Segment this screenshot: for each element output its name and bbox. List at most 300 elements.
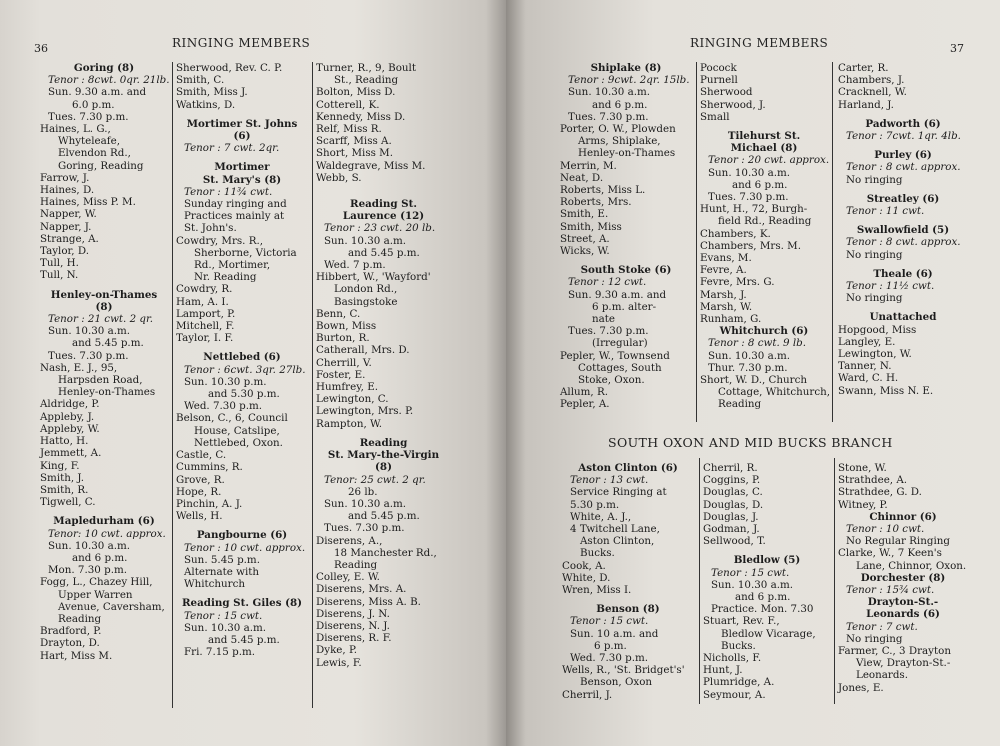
tower-heading: Mortimer — [214, 161, 270, 174]
member-name: Swann, Miss N. E. — [838, 384, 934, 397]
member-name: Aldridge, P. — [40, 398, 100, 411]
member-name: Castle, C. — [176, 449, 227, 462]
tenor-line: Tenor : 8cwt. 0qr. 21lb. — [48, 74, 170, 87]
spacer — [838, 217, 968, 224]
tenor-line: Tenor : 12 cwt. — [568, 276, 647, 289]
member-name: Cowdry, R. — [176, 283, 233, 296]
time-continuation: 6 p.m. alter- — [592, 300, 657, 313]
member-name: Lewis, F. — [316, 656, 362, 669]
branch-column-3 — [838, 462, 968, 694]
address-line: Nettlebed, Oxon. — [194, 436, 283, 449]
address-line: Harpsden Road, — [58, 374, 143, 387]
time-continuation: and 6 p.m. — [72, 551, 128, 564]
column-2 — [176, 62, 308, 658]
member-name: Cherril, R. — [703, 462, 758, 474]
member-name: Smith, R. — [40, 483, 89, 496]
tower-heading: Swallowfield (5) — [856, 224, 950, 237]
spacer — [176, 344, 308, 351]
member-name: Witney, P. — [838, 498, 888, 511]
member-name: Harland, J. — [838, 98, 894, 111]
member-name: Haines, Miss P. M. — [40, 196, 136, 209]
time-continuation: and 5.45 p.m. — [348, 510, 420, 523]
tower-heading: Henley-on-Thames — [50, 288, 158, 301]
branch-column-2 — [703, 462, 831, 701]
service-detail: Sun. 10.30 a.m. — [708, 166, 791, 179]
member-name: Pocock — [700, 62, 737, 74]
tenor-line: Tenor : 20 cwt. approx. — [708, 154, 830, 167]
member-name: Appleby, W. — [40, 422, 100, 435]
tenor-line: Tenor : 15 cwt. — [570, 615, 649, 628]
member-name: Allum, R. — [560, 386, 608, 399]
address-line: House, Catslipe, — [194, 424, 280, 437]
time-continuation: and 6 p.m. — [592, 98, 648, 111]
tower-heading: Pangbourne (6) — [196, 529, 288, 542]
member-name: Runham, G. — [700, 313, 762, 326]
tower-heading: Leonards (6) — [866, 608, 940, 621]
tower-heading: St. Mary-the-Virgin — [327, 449, 440, 462]
member-name: Belson, C., 6, Council — [176, 412, 288, 425]
spacer — [316, 184, 451, 191]
member-name: Douglas, C. — [703, 486, 763, 499]
column-rule — [834, 458, 835, 704]
member-name: Lewington, W. — [838, 348, 912, 361]
address-line: Reading — [58, 612, 102, 625]
address-line: Henley-on-Thames — [578, 147, 676, 160]
member-name: Rampton, W. — [316, 417, 383, 430]
service-detail: Sun. 10.30 a.m. — [711, 578, 794, 591]
member-name: Benn, C. — [316, 307, 361, 320]
column-3 — [838, 62, 968, 397]
tenor-line: Tenor : 10 cwt. — [846, 523, 925, 536]
service-detail: Wed. 7.30 p.m. — [184, 400, 263, 413]
tenor-line: Tenor: 10 cwt. approx. — [48, 527, 166, 540]
member-name: Tigwell, C. — [40, 496, 96, 509]
address-line: View, Drayton-St.- — [856, 657, 951, 670]
column-rule — [172, 62, 173, 708]
time-continuation: and 6 p.m. — [732, 178, 788, 191]
member-name: Pepler, W., Townsend — [560, 349, 670, 362]
tower-heading: Tilehurst St. — [727, 130, 801, 143]
service-detail: Alternate with — [184, 565, 260, 578]
member-name: Roberts, Mrs. — [560, 196, 632, 209]
service-detail: No ringing — [846, 173, 903, 186]
spacer — [838, 261, 968, 268]
member-name: Wicks, W. — [560, 245, 610, 258]
address-line: London Rd., — [334, 283, 398, 296]
member-name: Wells, R., 'St. Bridget's' — [562, 664, 685, 677]
tenor-line: Tenor : 7 cwt. — [846, 620, 918, 633]
member-name: Lewington, C. — [316, 393, 389, 406]
address-line: Henley-on-Thames — [58, 386, 156, 399]
service-detail: White, A. J., — [570, 510, 632, 523]
member-name: Sherwood, J. — [700, 98, 766, 111]
tower-heading: Laurence (12) — [342, 210, 425, 223]
address-line: Reading — [718, 398, 762, 411]
service-detail: Tues. 7.30 p.m. — [48, 110, 129, 123]
tower-heading: Shiplake (8) — [590, 62, 662, 74]
member-name: Chambers, Mrs. M. — [700, 239, 801, 252]
address-line: Elvendon Rd., — [58, 147, 131, 160]
tenor-line: Tenor : 11 cwt. — [846, 205, 925, 218]
member-name: Sherwood, Rev. C. P. — [176, 62, 283, 74]
column-2 — [700, 62, 828, 411]
member-name: Foster, E. — [316, 368, 366, 381]
spacer — [838, 304, 968, 311]
tower-heading: (6) — [233, 130, 251, 143]
member-name: Napper, J. — [40, 220, 92, 233]
member-name: Pepler, A. — [560, 398, 610, 411]
member-name: Diserens, Miss A. B. — [316, 595, 421, 608]
service-detail: Wed. 7.30 p.m. — [570, 652, 649, 665]
spacer — [40, 508, 168, 515]
member-name: Catherall, Mrs. D. — [316, 344, 410, 357]
service-detail: Sun. 10 a.m. and — [570, 627, 659, 640]
tenor-line: Tenor : 7cwt. 1qr. 4lb. — [846, 130, 961, 143]
time-continuation: and 5.45 p.m. — [72, 337, 144, 350]
member-name: Short, Miss M. — [316, 147, 393, 160]
address-line: Avenue, Caversham, — [58, 600, 165, 613]
member-name: Chambers, J. — [838, 74, 905, 87]
tower-heading: Drayton-St.- — [867, 596, 939, 609]
service-detail: Tues. 7.30 p.m. — [568, 325, 649, 338]
tower-heading: Goring (8) — [73, 62, 135, 74]
spacer — [562, 596, 694, 603]
service-detail: Thur. 7.30 p.m. — [708, 361, 788, 374]
member-name: Jemmett, A. — [40, 447, 102, 460]
member-name: Ward, C. H. — [838, 372, 899, 385]
member-name: Roberts, Miss L. — [560, 184, 646, 197]
address-line: Bucks. — [580, 547, 615, 560]
time-continuation: and 5.45 p.m. — [348, 246, 420, 259]
member-name: Marsh, J. — [700, 288, 747, 301]
tenor-line: Tenor : 9cwt. 2qr. 15lb. — [568, 74, 690, 87]
member-name: Diserens, A., — [316, 534, 383, 547]
tower-heading: Streatley (6) — [866, 192, 940, 205]
member-name: Purnell — [700, 74, 738, 87]
time-continuation: 6 p.m. — [594, 639, 627, 652]
member-name: Bradford, P. — [40, 625, 102, 638]
tower-heading: Mortimer St. Johns — [186, 117, 298, 130]
member-name: Sellwood, T. — [703, 535, 766, 548]
member-name: Napper, W. — [40, 208, 97, 221]
member-name: Chambers, K. — [700, 227, 771, 240]
member-name: Strange, A. — [40, 232, 99, 245]
member-name: Fogg, L., Chazey Hill, — [40, 576, 153, 589]
member-name: Smith, Miss J. — [176, 86, 248, 99]
member-name: Diserens, Mrs. A. — [316, 583, 407, 596]
tenor-line: Tenor : 8 cwt. 9 lb. — [708, 337, 807, 350]
member-name: King, F. — [40, 459, 80, 472]
service-detail: Sun. 10.30 a.m. — [708, 349, 791, 362]
time-continuation: and 6 p.m. — [735, 591, 791, 604]
service-detail: Sun. 10.30 p.m. — [184, 375, 267, 388]
right-page — [506, 0, 1000, 746]
member-name: Hibbert, W., 'Wayford' — [316, 271, 431, 284]
tenor-line: Tenor : 11¾ cwt. — [184, 185, 273, 198]
member-name: Mitchell, F. — [176, 320, 235, 333]
tenor-line: Tenor : 15 cwt. — [184, 609, 263, 622]
column-1 — [560, 62, 692, 411]
tenor-line: Tenor : 15¾ cwt. — [846, 584, 935, 597]
member-name: Plumridge, A. — [703, 676, 775, 689]
member-name: Smith, E. — [560, 208, 609, 221]
tenor-line: Tenor : 23 cwt. 20 lb. — [324, 222, 436, 235]
address-line: Rd., Mortimer, — [194, 259, 271, 272]
service-detail: Sun. 10.30 a.m. — [568, 86, 651, 99]
tenor-line: Tenor : 13 cwt. — [570, 474, 649, 487]
member-name: Diserens, N. J. — [316, 619, 390, 632]
member-name: Diserens, R. F. — [316, 632, 392, 645]
member-name: Lewington, Mrs. P. — [316, 405, 414, 418]
column-rule — [696, 62, 697, 422]
member-name: Cherrill, V. — [316, 356, 372, 369]
member-name: Street, A. — [560, 232, 610, 245]
service-detail: No ringing — [846, 292, 903, 305]
member-name: Langley, E. — [838, 335, 896, 348]
tower-heading: Aston Clinton (6) — [578, 462, 678, 474]
member-name: Humfrey, E. — [316, 381, 378, 394]
member-name: Wells, H. — [176, 510, 223, 523]
member-name: Tanner, N. — [838, 360, 892, 373]
spacer — [838, 186, 968, 193]
member-name: Fevre, A. — [700, 264, 747, 277]
member-name: Cook, A. — [562, 559, 606, 572]
tower-heading: Reading St. Giles (8) — [182, 597, 302, 610]
spacer — [176, 154, 308, 161]
tower-heading: (8) — [95, 300, 113, 313]
member-name: Drayton, D. — [40, 637, 100, 650]
service-detail: Service Ringing at — [570, 486, 667, 499]
service-detail: Sun. 10.30 a.m. — [324, 497, 407, 510]
tower-heading: St. Mary's (8) — [202, 173, 282, 186]
member-name: Diserens, J. N. — [316, 607, 390, 620]
address-line: Basingstoke — [334, 295, 398, 308]
member-name: Webb, S. — [316, 171, 362, 184]
spacer — [176, 111, 308, 118]
member-name: Pinchin, A. J. — [176, 497, 243, 510]
address-line: Reading — [334, 558, 378, 571]
member-name: Bown, Miss — [316, 320, 377, 333]
member-name: Strathdee, G. D. — [838, 486, 922, 499]
service-detail: Sun. 10.30 a.m. — [48, 325, 131, 338]
service-detail: Sun. 10.30 a.m. — [324, 234, 407, 247]
service-detail: No ringing — [846, 632, 903, 645]
member-name: Relf, Miss R. — [316, 123, 382, 136]
member-name: Short, W. D., Church — [700, 374, 807, 387]
member-name: Seymour, A. — [703, 688, 766, 701]
member-name: Smith, J. — [40, 471, 85, 484]
member-name: Hart, Miss M. — [40, 649, 113, 662]
member-name: Scarff, Miss A. — [316, 135, 392, 148]
address-line: Bucks. — [721, 639, 756, 652]
member-name: Nicholls, F. — [703, 652, 762, 665]
branch-column-1 — [562, 462, 694, 701]
member-name: Taylor, I. F. — [176, 332, 234, 345]
tower-heading: Unattached — [869, 311, 937, 324]
member-name: Stuart, Rev. F., — [703, 615, 780, 628]
tenor-line: Tenor : 8 cwt. approx. — [846, 236, 961, 249]
member-name: Douglas, D. — [703, 498, 764, 511]
member-name: Cotterell, K. — [316, 98, 380, 111]
tower-heading: Nettlebed (6) — [203, 351, 281, 364]
service-detail: Fri. 7.15 p.m. — [184, 646, 256, 659]
member-name: Smith, Miss — [560, 220, 622, 233]
tower-heading: Padworth (6) — [865, 117, 941, 130]
member-name: Kennedy, Miss D. — [316, 110, 406, 123]
member-name: Godman, J. — [703, 523, 760, 536]
member-name: Nash, E. J., 95, — [40, 361, 118, 374]
tenor-line: Tenor : 21 cwt. 2 qr. — [48, 313, 154, 326]
service-detail: Mon. 7.30 p.m. — [48, 564, 128, 577]
member-name: Small — [700, 110, 730, 123]
service-detail: Sunday ringing and — [184, 198, 287, 211]
member-name: Marsh, W. — [700, 300, 753, 313]
service-detail: Tues. 7.30 p.m. — [708, 191, 789, 204]
tower-heading: Michael (8) — [730, 142, 798, 155]
member-name: Watkins, D. — [176, 98, 236, 111]
service-detail: Sun. 9.30 a.m. and — [568, 288, 667, 301]
member-name: Haines, D. — [40, 184, 95, 197]
time-continuation: (Irregular) — [592, 337, 648, 350]
address-line: Benson, Oxon — [580, 676, 653, 689]
member-name: Evans, M. — [700, 252, 752, 265]
member-name: Hopgood, Miss — [838, 323, 917, 336]
address-line: Lane, Chinnor, Oxon. — [856, 559, 967, 572]
address-line: St., Reading — [334, 74, 399, 87]
service-detail: Practice. Mon. 7.30 — [711, 603, 814, 616]
address-line: Upper Warren — [58, 588, 133, 601]
member-name: Neat, D. — [560, 171, 604, 184]
service-detail: St. John's. — [184, 222, 237, 235]
service-detail: Sun. 9.30 a.m. and — [48, 86, 147, 99]
address-line: Whyteleafe, — [58, 135, 120, 148]
member-name: Lamport, P. — [176, 307, 236, 320]
spacer — [40, 282, 168, 289]
service-detail: Tues. 7.30 p.m. — [568, 110, 649, 123]
member-name: Porter, O. W., Plowden — [560, 123, 676, 136]
member-name: Haines, L. G., — [40, 123, 111, 136]
service-detail: Wed. 7 p.m. — [324, 259, 386, 272]
address-line: Cottages, South — [578, 361, 662, 374]
address-line: Goring, Reading — [58, 159, 144, 172]
member-name: Wren, Miss I. — [562, 584, 632, 597]
column-rule — [312, 62, 313, 708]
service-detail: Practices mainly at — [184, 210, 285, 223]
spacer — [838, 111, 968, 118]
tenor-line: Tenor : 10 cwt. approx. — [184, 541, 306, 554]
tenor-line: Tenor : 7 cwt. 2qr. — [184, 142, 280, 155]
spacer — [316, 430, 451, 437]
spacer — [700, 123, 828, 130]
member-name: Farrow, J. — [40, 171, 90, 184]
page-number: 36 — [34, 42, 48, 55]
tenor-line: Tenor : 6cwt. 3qr. 27lb. — [184, 363, 306, 376]
member-name: Strathdee, A. — [838, 474, 908, 487]
member-name: Stone, W. — [838, 462, 887, 474]
spacer — [560, 257, 692, 264]
tower-heading: Dorchester (8) — [860, 571, 946, 584]
member-name: Grove, R. — [176, 473, 225, 486]
member-name: Turner, R., 9, Boult — [316, 62, 416, 74]
branch-title: SOUTH OXON AND MID BUCKS BRANCH — [608, 435, 893, 450]
tower-heading: Mapledurham (6) — [53, 515, 155, 528]
tower-heading: Theale (6) — [873, 267, 933, 280]
member-name: Clarke, W., 7 Keen's — [838, 547, 942, 560]
address-line: Leonards. — [856, 669, 908, 682]
member-name: Cracknell, W. — [838, 86, 907, 99]
member-name: Tull, N. — [40, 269, 79, 282]
member-name: Hatto, H. — [40, 435, 89, 448]
column-rule — [699, 458, 700, 704]
tower-heading: Reading St. — [350, 198, 417, 211]
tower-heading: Bledlow (5) — [733, 554, 801, 567]
member-name: Appleby, J. — [40, 410, 95, 423]
tenor-line: Tenor : 11½ cwt. — [846, 280, 935, 293]
service-detail: Tues. 7.30 p.m. — [48, 349, 129, 362]
address-line: Cottage, Whitchurch, — [718, 386, 830, 399]
service-detail: No ringing — [846, 248, 903, 261]
spacer — [838, 142, 968, 149]
member-name: Fevre, Mrs. G. — [700, 276, 775, 289]
page-header: RINGING MEMBERS — [690, 36, 829, 50]
member-name: Cowdry, Mrs. R., — [176, 234, 263, 247]
member-name: Waldegrave, Miss M. — [316, 159, 426, 172]
tenor-line: Tenor : 8 cwt. approx. — [846, 161, 961, 174]
column-rule — [832, 62, 833, 422]
member-name: Dyke, P. — [316, 644, 358, 657]
member-name: Farmer, C., 3 Drayton — [838, 645, 951, 658]
column-3 — [316, 62, 451, 669]
tower-heading: Purley (6) — [874, 149, 932, 162]
service-detail: No Regular Ringing — [846, 535, 950, 548]
member-name: Tull, H. — [40, 257, 79, 270]
tower-heading: South Stoke (6) — [580, 264, 672, 277]
member-name: Sherwood — [700, 86, 753, 99]
address-line: Nr. Reading — [194, 271, 257, 284]
tenor-line: Tenor : 15 cwt. — [711, 566, 790, 579]
spacer — [176, 590, 308, 597]
member-name: Bolton, Miss D. — [316, 86, 396, 99]
page-number: 37 — [950, 42, 964, 55]
member-name: Burton, R. — [316, 332, 370, 345]
member-name: Cummins, R. — [176, 461, 243, 474]
spacer — [703, 547, 831, 554]
service-detail: Whitchurch — [184, 578, 245, 591]
service-detail: Sun. 10.30 a.m. — [48, 539, 131, 552]
member-name: Jones, E. — [838, 681, 884, 694]
tower-heading: Benson (8) — [596, 603, 660, 616]
address-line: Bledlow Vicarage, — [721, 627, 816, 640]
time-continuation: and 5.45 p.m. — [208, 633, 280, 646]
address-line: Aston Clinton, — [580, 535, 655, 548]
column-1 — [40, 62, 168, 662]
service-detail: Sun. 5.45 p.m. — [184, 553, 260, 566]
tower-heading: Reading — [359, 436, 408, 449]
address-line: Stoke, Oxon. — [578, 374, 645, 387]
member-name: Colley, E. W. — [316, 571, 380, 584]
spacer — [316, 191, 451, 198]
member-name: Cherril, J. — [562, 688, 613, 701]
service-detail: Tues. 7.30 p.m. — [324, 522, 405, 535]
member-name: Hunt, H., 72, Burgh- — [700, 203, 808, 216]
member-name: Smith, C. — [176, 74, 225, 87]
address-line: 18 Manchester Rd., — [334, 546, 437, 559]
member-name: Coggins, P. — [703, 474, 761, 487]
member-name: Merrin, M. — [560, 159, 617, 172]
member-name: Taylor, D. — [40, 245, 90, 258]
address-line: Sherborne, Victoria — [194, 246, 297, 259]
service-detail: 4 Twitchell Lane, — [570, 523, 660, 536]
